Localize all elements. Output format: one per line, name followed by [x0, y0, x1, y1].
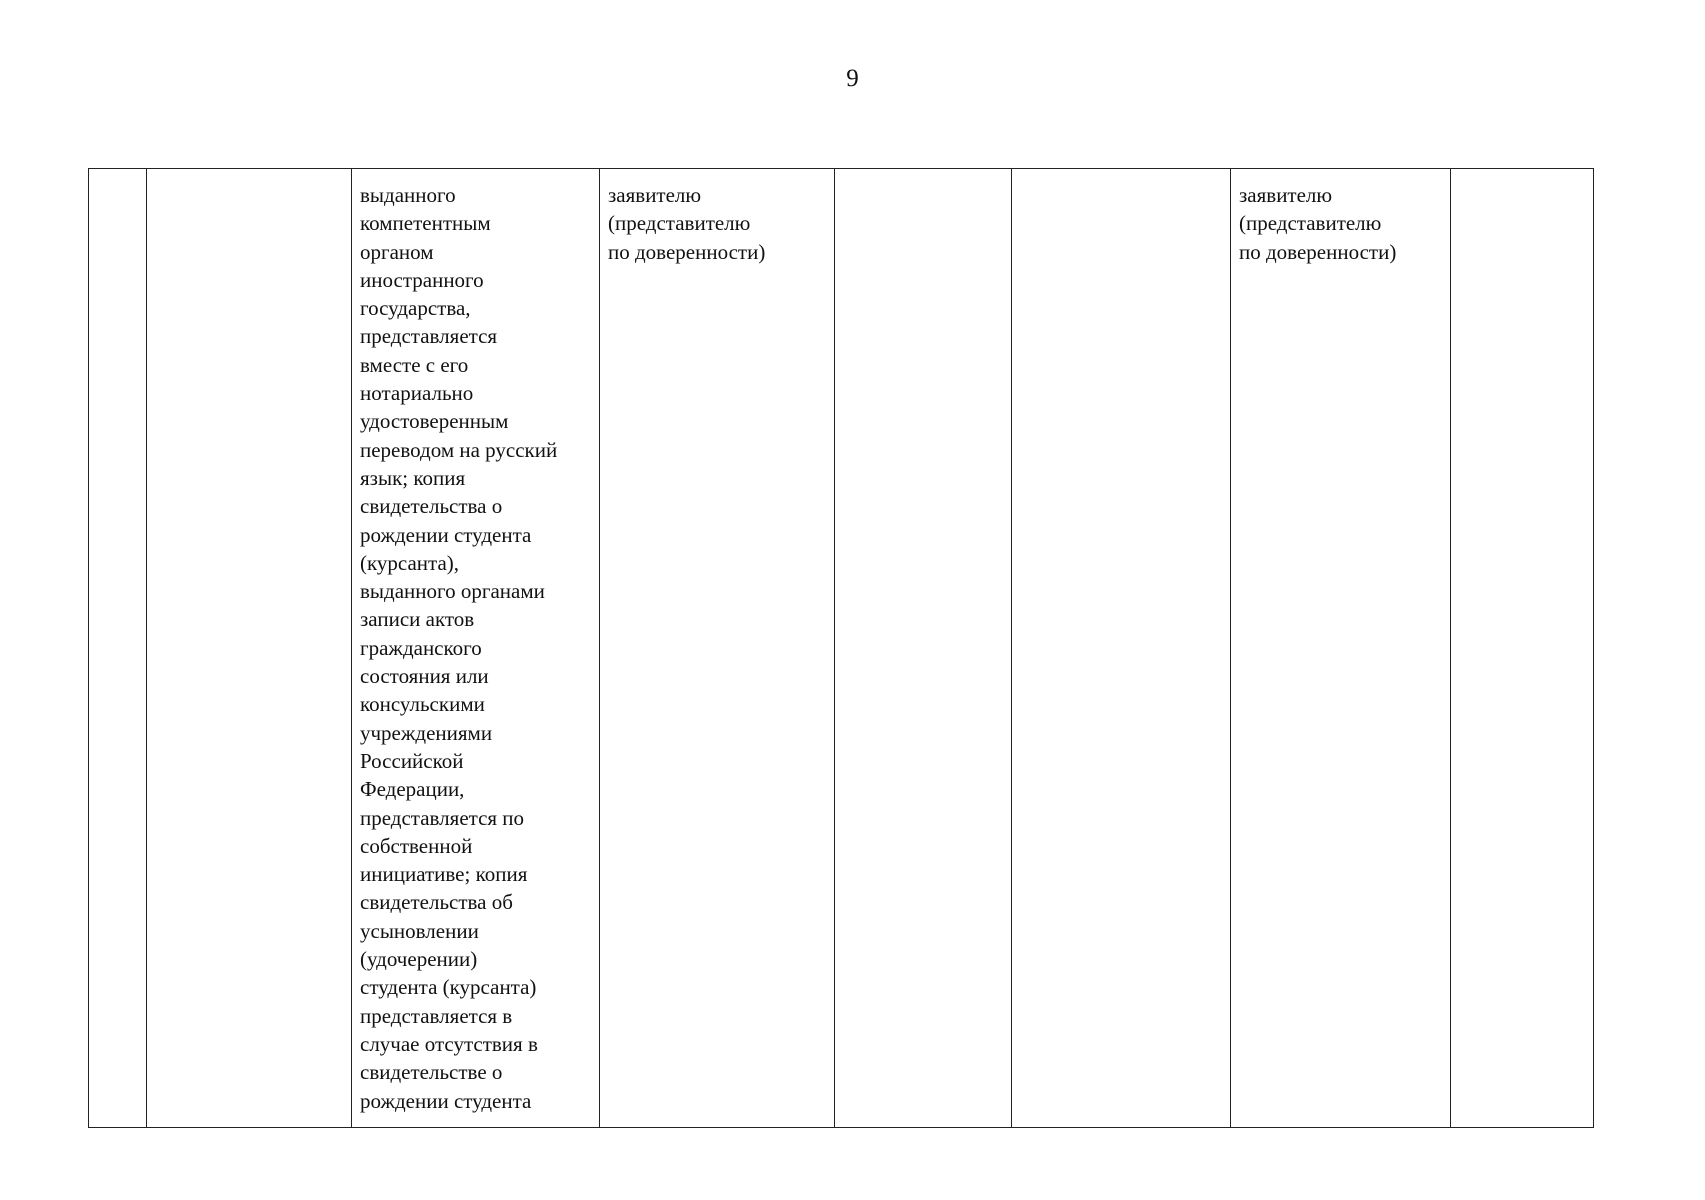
table-cell-col8 [1451, 169, 1594, 1128]
table-cell-col3 [352, 169, 600, 1128]
table-cell-col1 [89, 169, 147, 1128]
table-cell-col7 [1231, 169, 1451, 1128]
table-cell-col4 [600, 169, 835, 1128]
table-cell-col2 [147, 169, 352, 1128]
table-cell-col5 [835, 169, 1012, 1128]
document-table [88, 168, 1594, 1128]
cell-text: выданного компетентным органом иностранного государства, представляется вместе с его нотариально удостоверенным переводом на русский язык; копия свидетельства о рождении студента (курсанта), выданного органами записи актов гражданского состояния или консульскими учреждениями Российской Федерации, представляется по собственной инициативе; копия свидетельства об усыновлении (удочерении) студента (курсанта) представляется в случае отсутствия в свидетельстве о рождении студента [360, 183, 558, 1113]
cell-text: заявителю (представителю по доверенности) [608, 183, 766, 264]
cell-text: заявителю (представителю по доверенности) [1239, 183, 1397, 264]
page-number: 9 [846, 65, 859, 92]
table-cell-col6 [1012, 169, 1231, 1128]
table-row [89, 169, 1594, 1128]
